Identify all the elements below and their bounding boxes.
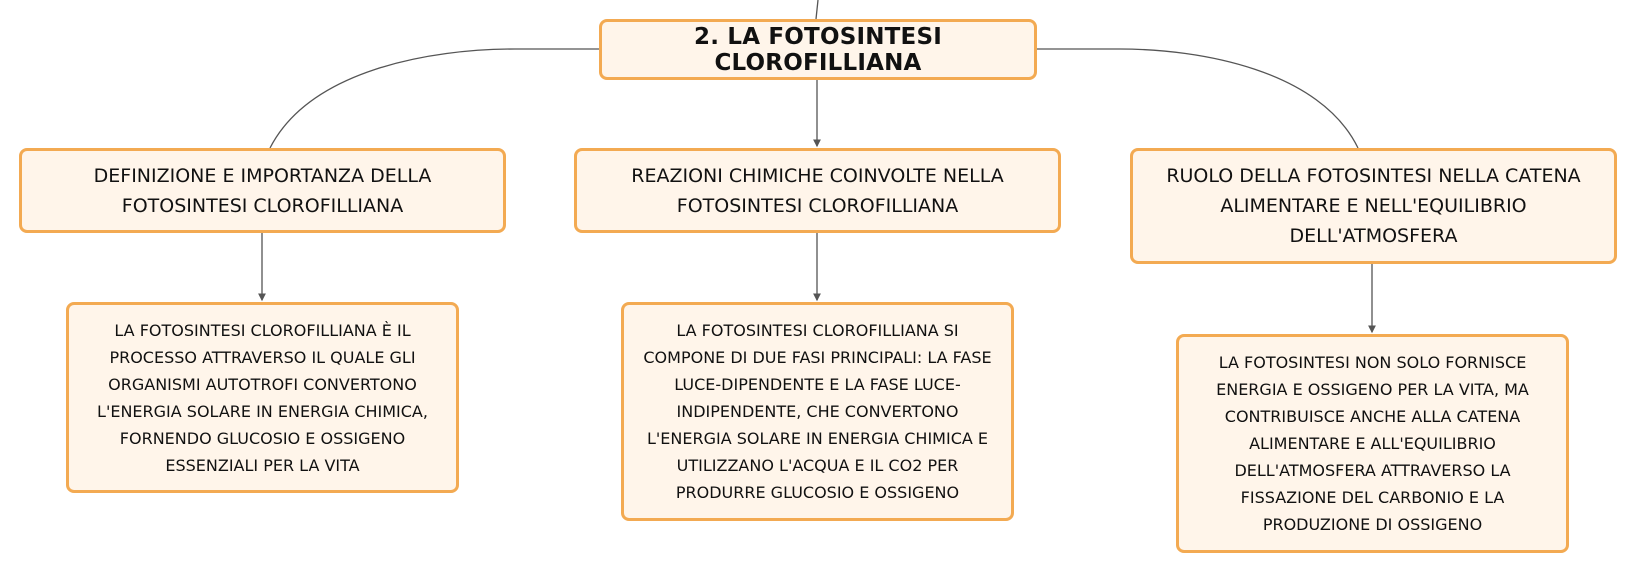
connector-root-topic-3 [1037,49,1358,148]
topic-node-chemical-reactions[interactable] [574,148,1061,233]
root-node[interactable] [599,19,1037,80]
connector-root-topic-1 [270,49,599,148]
detail-node-text: LA FOTOSINTESI CLOROFILLIANA È IL PROCESSO ATTRAVERSO IL QUALE GLI ORGANISMI AUTOTROFI CONVERTONO L'ENERGIA SOLARE IN ENERGIA CHIMICA, FORNENDO GLUCOSIO E OSSIGENO ESSENZIALI PER LA VITA [97,320,428,475]
topic-node-label: REAZIONI CHIMICHE COINVOLTE NELLA FOTOSINTESI CLOROFILLIANA [631,164,1004,217]
detail-node-food-chain-role[interactable] [1176,334,1569,553]
connector-from-parent [816,0,818,19]
detail-node-definition[interactable] [66,302,459,493]
topic-node-label: DEFINIZIONE E IMPORTANZA DELLA FOTOSINTESI CLOROFILLIANA [93,164,432,217]
detail-node-chemical-reactions[interactable] [621,302,1014,521]
topic-node-food-chain-role[interactable] [1130,148,1617,264]
root-node-label: 2. LA FOTOSINTESI CLOROFILLIANA [693,23,942,76]
detail-node-text: LA FOTOSINTESI CLOROFILLIANA SI COMPONE DI DUE FASI PRINCIPALI: LA FASE LUCE-DIPENDENTE E LA FASE LUCE-INDIPENDENTE, CHE CONVERTONO L'ENERGIA SOLARE IN ENERGIA CHIMICA E UTILIZZANO L'ACQUA E IL CO2 PER PRODURRE GLUCOSIO E OSSIGENO [643,321,992,502]
detail-node-text: LA FOTOSINTESI NON SOLO FORNISCE ENERGIA E OSSIGENO PER LA VITA, MA CONTRIBUISCE ANCHE ALLA CATENA ALIMENTARE E ALL'EQUILIBRIO DELL'ATMOSFERA ATTRAVERSO LA FISSAZIONE DEL CARBONIO E LA PRODUZIONE DI OSSIGENO [1216,353,1529,534]
topic-node-label: RUOLO DELLA FOTOSINTESI NELLA CATENA ALIMENTARE E NELL'EQUILIBRIO DELL'ATMOSFERA [1166,165,1581,247]
topic-node-definition[interactable] [19,148,506,233]
